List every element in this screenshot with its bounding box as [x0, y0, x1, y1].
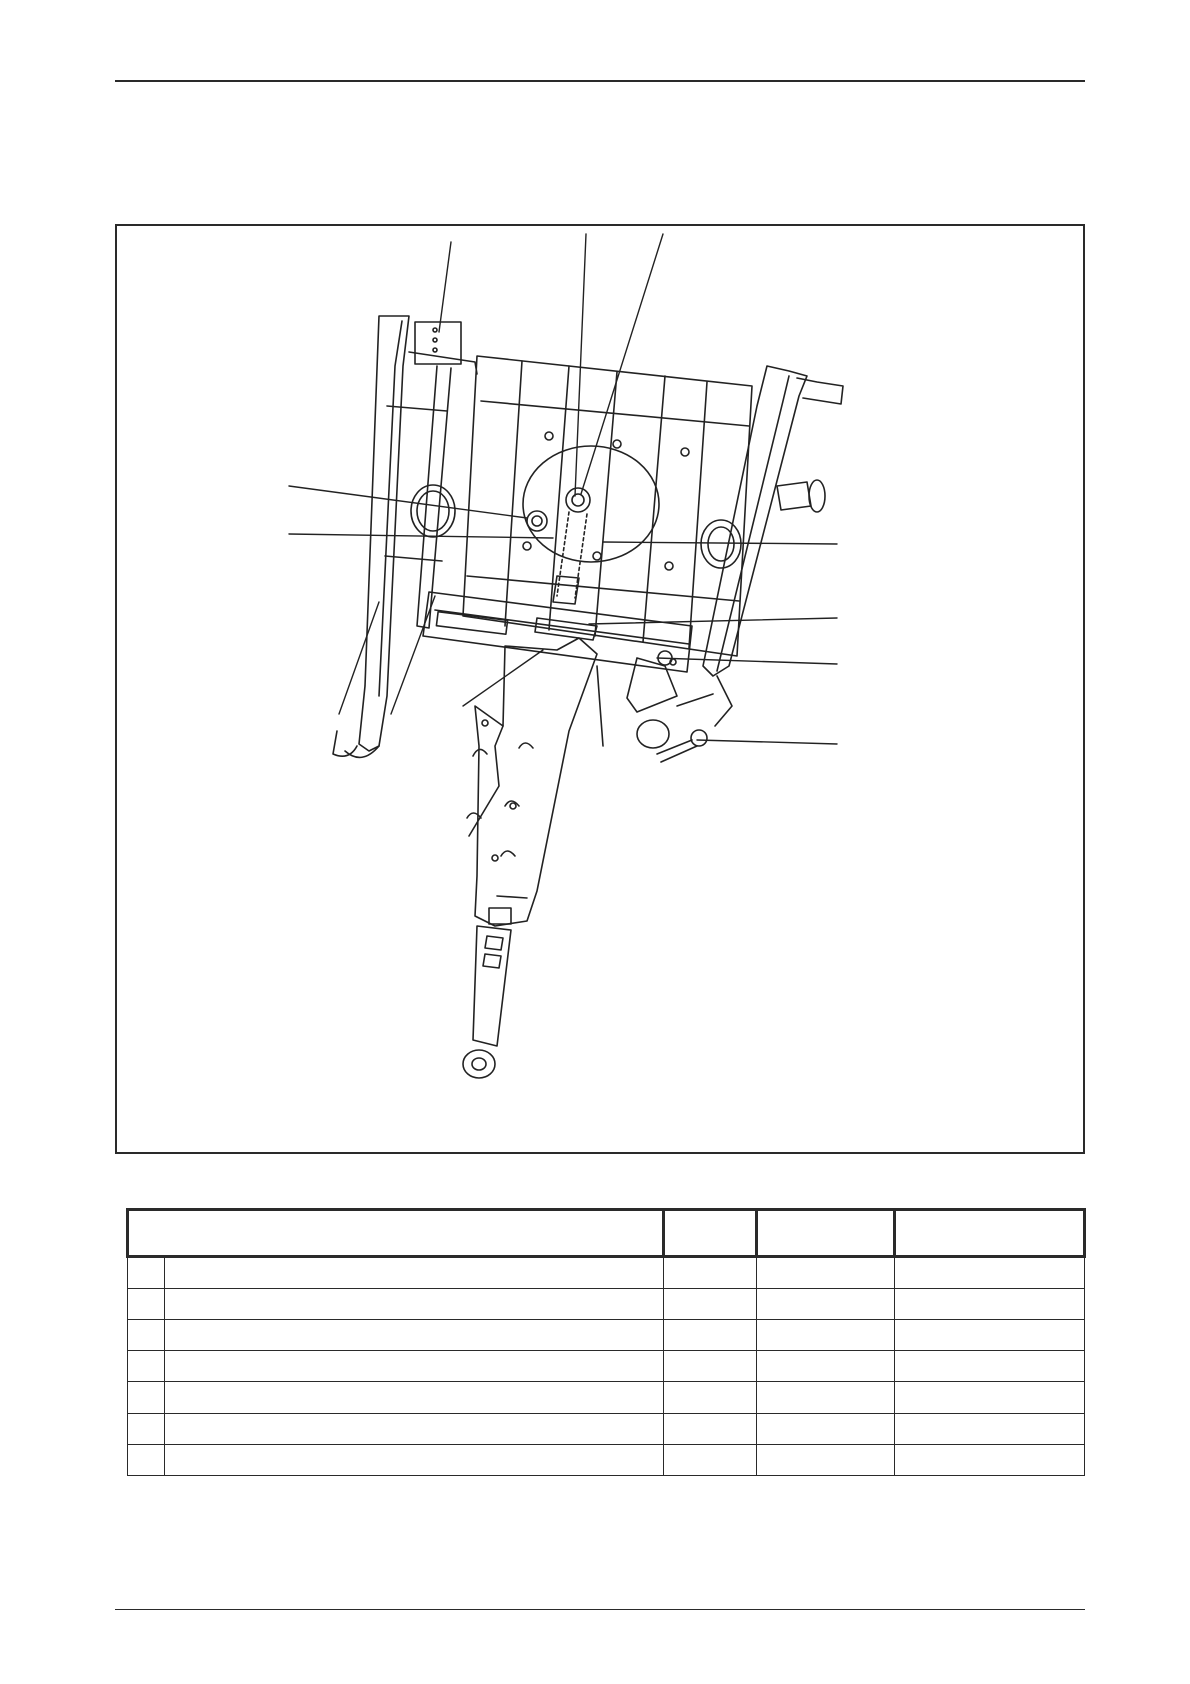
parts-table — [126, 1208, 1086, 1476]
row-description — [165, 1288, 664, 1319]
table-row — [128, 1256, 1085, 1288]
machine-drawing — [117, 226, 1083, 1152]
header-description — [128, 1210, 664, 1257]
row-note — [894, 1351, 1084, 1382]
header-qty — [664, 1210, 757, 1257]
right-hub — [777, 480, 825, 512]
row-number — [128, 1288, 165, 1319]
table-row — [128, 1351, 1085, 1382]
table-row — [128, 1413, 1085, 1444]
row-part-no — [757, 1351, 894, 1382]
row-qty — [664, 1288, 757, 1319]
left-wheel — [411, 485, 455, 537]
row-number — [128, 1256, 165, 1288]
drawbar — [467, 638, 597, 926]
center-drum — [523, 446, 659, 604]
row-description — [165, 1413, 664, 1444]
row-description — [165, 1444, 664, 1475]
header-note — [894, 1210, 1084, 1257]
header-rule — [115, 80, 1085, 82]
row-part-no — [757, 1256, 894, 1288]
left-frame-beam — [333, 316, 409, 757]
row-part-no — [757, 1288, 894, 1319]
row-part-no — [757, 1444, 894, 1475]
row-part-no — [757, 1320, 894, 1351]
row-qty — [664, 1320, 757, 1351]
row-description — [165, 1320, 664, 1351]
header-part-no — [757, 1210, 894, 1257]
row-number — [128, 1413, 165, 1444]
table-row — [128, 1288, 1085, 1319]
row-description — [165, 1256, 664, 1288]
row-description — [165, 1351, 664, 1382]
row-note — [894, 1256, 1084, 1288]
row-qty — [664, 1382, 757, 1413]
row-number — [128, 1444, 165, 1475]
row-qty — [664, 1351, 757, 1382]
right-linkage — [597, 658, 713, 762]
right-frame-beam — [703, 366, 843, 726]
left-upper-bracket — [409, 322, 477, 374]
row-note — [894, 1413, 1084, 1444]
callout-leaders — [289, 234, 837, 744]
row-qty — [664, 1256, 757, 1288]
row-note — [894, 1444, 1084, 1475]
row-number — [128, 1320, 165, 1351]
row-note — [894, 1382, 1084, 1413]
bale-chamber — [463, 356, 752, 656]
table-row — [128, 1382, 1085, 1413]
row-qty — [664, 1444, 757, 1475]
row-note — [894, 1320, 1084, 1351]
row-qty — [664, 1413, 757, 1444]
footer-rule — [115, 1609, 1085, 1610]
row-part-no — [757, 1382, 894, 1413]
row-note — [894, 1288, 1084, 1319]
table-row — [128, 1444, 1085, 1475]
table-row — [128, 1320, 1085, 1351]
drawbar-nose — [463, 926, 511, 1078]
right-wheel — [701, 520, 741, 568]
row-part-no — [757, 1413, 894, 1444]
row-description — [165, 1382, 664, 1413]
parts-table-header — [128, 1210, 1085, 1257]
machine-diagram-figure — [115, 224, 1085, 1154]
left-vertical-plates — [385, 366, 451, 628]
row-number — [128, 1382, 165, 1413]
row-number — [128, 1351, 165, 1382]
